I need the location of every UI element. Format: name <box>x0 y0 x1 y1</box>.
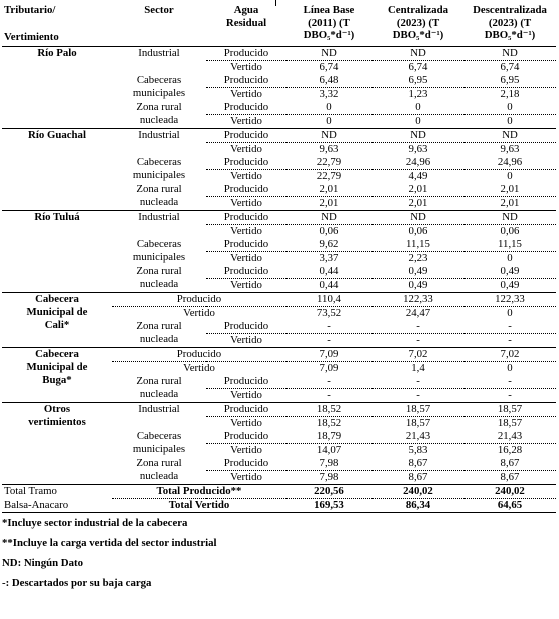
sector-cell <box>112 74 206 101</box>
data-table-document <box>2 1 556 594</box>
header-base <box>286 1 372 47</box>
value-cell: 2,23 <box>372 252 464 266</box>
value-cell: - <box>327 320 331 332</box>
value-cell: ND <box>321 211 337 223</box>
value-cell: 0 <box>286 115 372 129</box>
value-cell: 6,95 <box>408 74 428 86</box>
tributary-name: Río Tuluá <box>34 211 80 223</box>
value-cell: - <box>464 334 556 348</box>
tributary-name: Cabecera <box>35 293 79 305</box>
water-type-cell: Vertido <box>206 197 286 211</box>
value-cell: 2,18 <box>464 88 556 102</box>
value-cell: 0,06 <box>464 225 556 239</box>
water-type-cell: Producido <box>223 457 269 469</box>
sector-label: nucleada <box>139 388 179 400</box>
tributary-name: Río Guachal <box>28 129 86 141</box>
tributary-cell-guachal <box>2 129 112 211</box>
sector-label: Industrial <box>138 129 180 141</box>
value-cell: 18,52 <box>316 403 342 415</box>
sector-label: Zona rural <box>136 375 182 387</box>
sector-label: nucleada <box>139 333 179 345</box>
water-type-cell: Vertido <box>112 307 286 321</box>
sector-cell <box>112 403 206 431</box>
loads-table <box>2 1 556 513</box>
value-cell: - <box>416 375 420 387</box>
value-cell: 0,49 <box>408 265 428 277</box>
value-cell: 5,83 <box>372 444 464 458</box>
header-base-l2: (2011) (T <box>308 16 350 29</box>
value-cell: 21,43 <box>405 430 431 442</box>
header-sector <box>112 1 206 47</box>
value-cell: 7,98 <box>286 471 372 485</box>
water-type-cell: Producido <box>223 211 269 223</box>
tributary-name: Cabecera <box>35 348 79 360</box>
value-cell: - <box>372 389 464 403</box>
value-cell: 6,74 <box>464 61 556 75</box>
total-label-2: Balsa-Anacaro <box>4 498 69 511</box>
water-type-cell: Producido <box>223 403 269 415</box>
value-cell: 24,96 <box>497 156 523 168</box>
total-label-1: Total Tramo <box>4 485 57 497</box>
value-cell: 73,52 <box>286 307 372 321</box>
value-cell: 6,74 <box>286 61 372 75</box>
water-type-cell: Producido <box>223 430 269 442</box>
value-cell: 6,48 <box>319 74 339 86</box>
tributary-cell-palo <box>2 47 112 129</box>
tributary-name: vertimientos <box>28 416 86 428</box>
header-cen-l2: (2023) (T <box>396 16 440 29</box>
value-cell: 24,96 <box>405 156 431 168</box>
value-cell: 0,06 <box>372 225 464 239</box>
total-row-vertido <box>2 499 556 513</box>
sector-cell <box>112 129 206 157</box>
value-cell: 8,67 <box>372 471 464 485</box>
tributary-cell-cali <box>2 293 112 348</box>
water-type-cell: Producido <box>223 47 269 59</box>
value-cell: - <box>286 389 372 403</box>
sector-label: Zona rural <box>136 265 182 277</box>
water-type-cell: Vertido <box>206 444 286 458</box>
total-value-cell: 64,65 <box>464 499 556 513</box>
value-cell: 7,98 <box>319 457 339 469</box>
value-cell: - <box>508 320 512 332</box>
tributary-cell-buga <box>2 348 112 403</box>
tributary-name: Municipal de <box>26 361 88 373</box>
value-cell: 2,01 <box>408 183 428 195</box>
sector-label: Cabeceras <box>136 156 182 168</box>
sector-label: Industrial <box>138 403 180 415</box>
total-value-cell: 240,02 <box>403 485 433 497</box>
value-cell: 24,47 <box>372 307 464 321</box>
value-cell: 9,62 <box>319 238 339 250</box>
value-cell: 11,15 <box>406 238 430 250</box>
value-cell: 7,09 <box>286 362 372 376</box>
sector-cell <box>112 430 206 457</box>
water-type-cell: Vertido <box>206 61 286 75</box>
table-row <box>2 293 556 307</box>
sector-label: nucleada <box>139 470 179 482</box>
sector-label: Cabeceras <box>136 430 182 442</box>
value-cell: 3,32 <box>286 88 372 102</box>
value-cell: 110,4 <box>317 293 341 305</box>
header-tributario <box>2 1 112 47</box>
value-cell: 18,79 <box>316 430 342 442</box>
sector-label: Zona rural <box>136 320 182 332</box>
value-cell: 18,57 <box>497 403 523 415</box>
note-2: **Incluye la carga vertida del sector industrial <box>2 537 217 549</box>
value-cell: - <box>508 375 512 387</box>
value-cell: - <box>372 334 464 348</box>
value-cell: 18,57 <box>372 417 464 431</box>
water-type-cell: Vertido <box>206 225 286 239</box>
water-type-cell: Vertido <box>206 471 286 485</box>
value-cell: - <box>464 389 556 403</box>
note-4: -: Descartados por su baja carga <box>2 577 152 589</box>
value-cell: 0,44 <box>319 265 339 277</box>
water-type-cell: Producido <box>223 238 269 250</box>
sector-cell <box>112 238 206 265</box>
value-cell: 18,57 <box>464 417 556 431</box>
sector-label: Cabeceras <box>136 238 182 250</box>
value-cell: 8,67 <box>464 471 556 485</box>
value-cell: 4,49 <box>372 170 464 184</box>
value-cell: 0 <box>464 307 556 321</box>
sector-label: nucleada <box>139 196 179 208</box>
water-type-cell: Vertido <box>206 417 286 431</box>
value-cell: 7,02 <box>500 348 520 360</box>
water-type-cell: Producido <box>223 375 269 387</box>
value-cell: 1,4 <box>372 362 464 376</box>
sector-label: municipales <box>132 87 186 99</box>
value-cell: 0 <box>372 115 464 129</box>
value-cell: - <box>416 320 420 332</box>
water-type-cell: Vertido <box>206 334 286 348</box>
tributary-name: Río Palo <box>37 47 77 59</box>
header-agua <box>206 1 286 47</box>
sector-label: nucleada <box>139 278 179 290</box>
total-row-producido <box>2 485 556 499</box>
value-cell: 2,01 <box>464 197 556 211</box>
water-type-cell: Vertido <box>112 362 286 376</box>
water-type-cell: Vertido <box>206 252 286 266</box>
sector-cell <box>112 156 206 183</box>
value-cell: 0 <box>464 252 556 266</box>
sector-cell <box>112 457 206 485</box>
tributary-name: Cali* <box>44 319 70 331</box>
value-cell: ND <box>502 47 518 59</box>
total-value-cell: 220,56 <box>314 485 344 497</box>
value-cell: 122,33 <box>403 293 433 305</box>
header-cen-l1: Centralizada <box>388 4 448 16</box>
value-cell: 9,63 <box>286 143 372 157</box>
water-type-cell: Vertido <box>206 143 286 157</box>
water-type-cell: Producido <box>176 348 222 360</box>
header-sector-text: Sector <box>144 4 174 16</box>
value-cell: 18,52 <box>286 417 372 431</box>
value-cell: 16,28 <box>464 444 556 458</box>
sector-label: Zona rural <box>136 183 182 195</box>
header-descentralizada <box>464 1 556 47</box>
header-vertimiento-text: Vertimiento <box>4 30 59 43</box>
table-row <box>2 211 556 225</box>
value-cell: 9,63 <box>372 143 464 157</box>
value-cell: ND <box>410 47 426 59</box>
table-row <box>2 47 556 61</box>
value-cell: 21,43 <box>497 430 523 442</box>
value-cell: 122,33 <box>495 293 525 305</box>
value-cell: 18,57 <box>405 403 431 415</box>
value-cell: ND <box>502 129 518 141</box>
water-type-cell: Vertido <box>206 170 286 184</box>
sector-label: Industrial <box>138 47 180 59</box>
value-cell: 6,95 <box>500 74 520 86</box>
header-base-l3: DBO₅*d⁻¹) <box>303 29 355 41</box>
sector-cell <box>112 183 206 211</box>
sector-cell <box>112 211 206 239</box>
value-cell: 11,15 <box>498 238 522 250</box>
sector-cell <box>112 320 206 348</box>
value-cell: ND <box>410 129 426 141</box>
sector-label: nucleada <box>139 114 179 126</box>
value-cell: ND <box>321 47 337 59</box>
value-cell: - <box>327 375 331 387</box>
value-cell: 7,09 <box>319 348 339 360</box>
sector-label: municipales <box>132 251 186 263</box>
value-cell: 0,49 <box>372 279 464 293</box>
total-producido-label: Total Producido** <box>156 485 242 497</box>
value-cell: 0,44 <box>286 279 372 293</box>
sector-cell <box>112 101 206 129</box>
value-cell: 7,02 <box>408 348 428 360</box>
value-cell: 6,74 <box>372 61 464 75</box>
sector-label: Zona rural <box>136 457 182 469</box>
value-cell: 0,49 <box>500 265 520 277</box>
water-type-cell: Vertido <box>206 88 286 102</box>
total-value-cell: 86,34 <box>372 499 464 513</box>
sector-cell <box>112 47 206 75</box>
note-1: *Incluye sector industrial de la cabecera <box>2 517 188 529</box>
value-cell: 0 <box>326 101 332 113</box>
sector-cell <box>112 265 206 293</box>
value-cell: 2,01 <box>319 183 339 195</box>
sector-cell <box>112 375 206 403</box>
header-des-l1: Descentralizada <box>473 4 547 16</box>
total-value-cell: 169,53 <box>286 499 372 513</box>
total-vertido-label: Total Vertido <box>112 499 286 513</box>
table-notes <box>2 514 556 594</box>
water-type-cell: Producido <box>223 320 269 332</box>
value-cell: 0 <box>507 101 513 113</box>
table-header <box>2 1 556 47</box>
tributary-name: Buga* <box>42 374 72 386</box>
header-centralizada <box>372 1 464 47</box>
water-type-cell: Producido <box>223 156 269 168</box>
sector-label: municipales <box>132 443 186 455</box>
header-des-l3: DBO₅*d⁻¹) <box>484 29 536 41</box>
header-agua-l2: Residual <box>225 16 267 29</box>
value-cell: 8,67 <box>500 457 520 469</box>
tributary-name: Otros <box>43 403 71 415</box>
value-cell: 1,23 <box>372 88 464 102</box>
table-row <box>2 348 556 362</box>
header-tributario-text: Tributario/ <box>4 4 56 16</box>
tributary-name: Municipal de <box>26 306 88 318</box>
header-agua-l1: Agua <box>233 4 259 16</box>
value-cell: 2,01 <box>286 197 372 211</box>
header-base-l1: Línea Base <box>303 4 355 16</box>
table-row <box>2 403 556 417</box>
value-cell: 0 <box>464 362 556 376</box>
value-cell: 2,01 <box>500 183 520 195</box>
sector-label: Cabeceras <box>136 74 182 86</box>
total-value-cell: 240,02 <box>495 485 525 497</box>
value-cell: 9,63 <box>464 143 556 157</box>
value-cell: 8,67 <box>408 457 428 469</box>
water-type-cell: Producido <box>223 183 269 195</box>
sector-label: Industrial <box>138 211 180 223</box>
tributary-cell-otros <box>2 403 112 485</box>
header-des-l2: (2023) (T <box>488 16 532 29</box>
value-cell: 0,06 <box>286 225 372 239</box>
water-type-cell: Vertido <box>206 115 286 129</box>
water-type-cell: Producido <box>223 265 269 277</box>
value-cell: 3,37 <box>286 252 372 266</box>
water-type-cell: Producido <box>223 101 269 113</box>
value-cell: - <box>286 334 372 348</box>
value-cell: ND <box>502 211 518 223</box>
table-row <box>2 129 556 143</box>
tributary-cell-tulua <box>2 211 112 293</box>
water-type-cell: Producido <box>223 129 269 141</box>
value-cell: 0 <box>415 101 421 113</box>
value-cell: ND <box>410 211 426 223</box>
note-3: ND: Ningún Dato <box>2 557 83 569</box>
table-body <box>2 47 556 513</box>
water-type-cell: Vertido <box>206 389 286 403</box>
value-cell: 0,49 <box>464 279 556 293</box>
value-cell: 0 <box>464 170 556 184</box>
value-cell: 22,79 <box>316 156 342 168</box>
value-cell: 0 <box>464 115 556 129</box>
sector-label: municipales <box>132 169 186 181</box>
water-type-cell: Producido <box>223 74 269 86</box>
header-cen-l3: DBO₅*d⁻¹) <box>392 29 444 41</box>
value-cell: ND <box>321 129 337 141</box>
value-cell: 2,01 <box>372 197 464 211</box>
value-cell: 14,07 <box>286 444 372 458</box>
sector-label: Zona rural <box>136 101 182 113</box>
water-type-cell: Producido <box>176 293 222 305</box>
value-cell: 22,79 <box>286 170 372 184</box>
water-type-cell: Vertido <box>206 279 286 293</box>
